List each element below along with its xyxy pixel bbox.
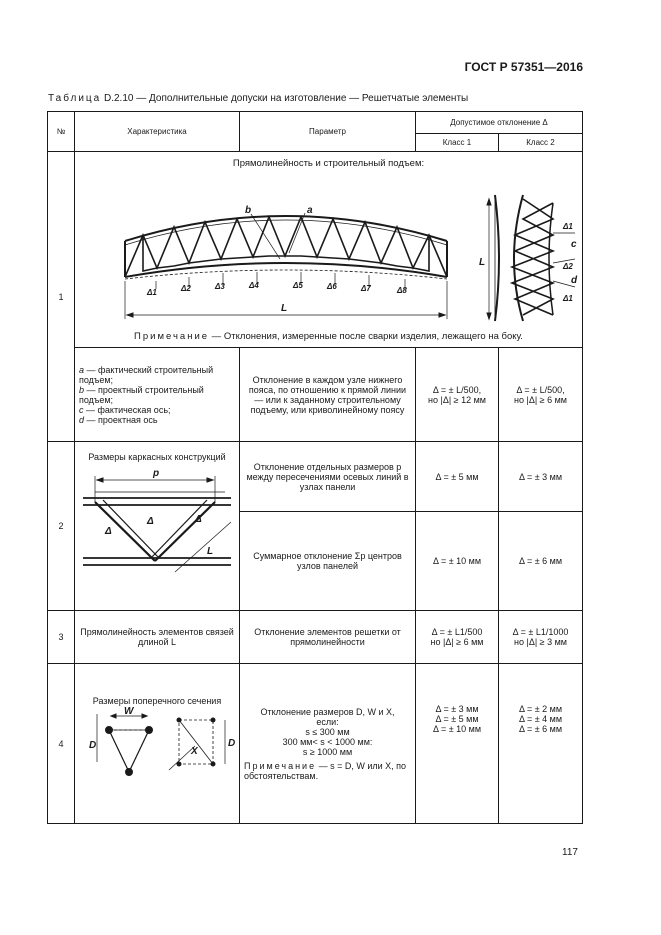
- row1-note: [75, 331, 582, 346]
- legend-item-d: d — проектная ось: [79, 414, 158, 425]
- row1-note-prefix: Примечание: [134, 331, 210, 342]
- header-num: №: [48, 112, 75, 152]
- row2-class2-a: Δ = ± 3 мм: [499, 442, 583, 512]
- page-number: 117: [562, 847, 578, 858]
- label-p: p: [153, 468, 160, 479]
- row4-class1: Δ = ± 3 мм Δ = ± 5 мм Δ = ± 10 мм: [416, 664, 499, 824]
- row2-class1-a: Δ = ± 5 мм: [416, 442, 499, 512]
- row2-num: 2: [48, 442, 75, 611]
- tolerance-table: [47, 111, 583, 824]
- row1-figure-cell: [75, 152, 583, 348]
- legend-item-c: c — фактическая ось;: [79, 404, 171, 415]
- label-side-delta3: Δ1: [563, 294, 573, 303]
- row2-characteristic: Размеры каркасных конструкций: [88, 452, 226, 462]
- legend-item-a: a — фактический строительный подъем;: [79, 364, 214, 385]
- label-L-side: L: [479, 257, 486, 268]
- row4-parameter: Отклонение размеров D, W и X, если: s ≤ 300 мм 300 мм< s < 1000 мм: s ≥ 1000 мм Примечание — s = D, W или X, по обстоятельствам.: [240, 664, 416, 824]
- row2-parameter-a: Отклонение отдельных размеров p между пересечениями осевых линий в узлах панели: [240, 442, 416, 512]
- row4-characteristic-cell: [75, 664, 240, 824]
- row2-class2-b: Δ = ± 6 мм: [499, 512, 583, 611]
- header-class1: Класс 1: [416, 134, 499, 152]
- label-D: D: [89, 740, 97, 751]
- label-a: a: [307, 205, 313, 216]
- table-caption: [48, 93, 468, 104]
- header-class2: Класс 2: [499, 134, 583, 152]
- row3-characteristic: Прямолинейность элементов связей длиной L: [75, 611, 240, 664]
- label-delta2: Δ2: [181, 284, 191, 293]
- row1-legend: [75, 348, 240, 442]
- label-delta6: Δ6: [327, 282, 337, 291]
- label-b: b: [245, 205, 252, 216]
- row2-parameter-b: Суммарное отклонение Σp центров узлов панелей: [240, 512, 416, 611]
- truss-camber-figure: [75, 169, 581, 329]
- row1-figure-title: Прямолинейность и строительный подъем:: [232, 158, 425, 169]
- row3-class2: Δ = ± L1/1000 но |Δ| ≥ 3 мм: [499, 611, 583, 664]
- row4-num: 4: [48, 664, 75, 824]
- cross-section-figure: [75, 706, 240, 794]
- header-tolerance: Допустимое отклонение Δ: [416, 112, 583, 134]
- label-delta3: Δ3: [215, 282, 225, 291]
- label-L2: L: [207, 546, 214, 557]
- caption-prefix: Таблица: [48, 93, 102, 104]
- row2-characteristic-cell: [75, 442, 240, 611]
- label-delta7: Δ7: [361, 284, 371, 293]
- row1-note-text: — Отклонения, измеренные после сварки изделия, лежащего на боку.: [209, 331, 523, 342]
- row3-parameter: Отклонение элементов решетки от прямолинейности: [240, 611, 416, 664]
- label-delta8: Δ8: [397, 286, 407, 295]
- header-characteristic: Характеристика: [75, 112, 240, 152]
- label-D2: D: [228, 738, 236, 749]
- label-delta-c: Δ: [195, 514, 202, 525]
- row4-note: Примечание — s = D, W или X, по обстоятельствам.: [244, 760, 407, 781]
- row1-parameter: Отклонение в каждом узле нижнего пояса, по отношению к прямой линии — или к заданному строительному подъему, или криволинейному поясу: [240, 348, 416, 442]
- row1-num: 1: [48, 152, 75, 442]
- row1-class2: Δ = ± L/500, но |Δ| ≥ 6 мм: [499, 348, 583, 442]
- row1-class1: Δ = ± L/500, но |Δ| ≥ 12 мм: [416, 348, 499, 442]
- label-delta1: Δ1: [147, 288, 157, 297]
- legend-item-b: b — проектный строительный подъем;: [79, 384, 204, 405]
- header-parameter: Параметр: [240, 112, 416, 152]
- frame-panel-figure: [75, 462, 240, 582]
- caption-text: D.2.10 — Дополнительные допуски на изготовление — Решетчатые элементы: [104, 93, 469, 104]
- label-W: W: [124, 706, 134, 717]
- label-delta-b: Δ: [147, 516, 154, 527]
- label-side-delta1: Δ1: [563, 222, 573, 231]
- row4-characteristic: Размеры поперечного сечения: [92, 696, 222, 706]
- row2-class1-b: Δ = ± 10 мм: [416, 512, 499, 611]
- row3-num: 3: [48, 611, 75, 664]
- label-delta4: Δ4: [249, 281, 259, 290]
- row3-class1: Δ = ± L1/500 но |Δ| ≥ 6 мм: [416, 611, 499, 664]
- row4-class2: Δ = ± 2 мм Δ = ± 4 мм Δ = ± 6 мм: [499, 664, 583, 824]
- label-X: X: [191, 746, 198, 757]
- label-L: L: [281, 303, 288, 314]
- label-d: d: [571, 275, 578, 286]
- label-delta-a: Δ: [105, 526, 112, 537]
- label-delta5: Δ5: [293, 281, 303, 290]
- standard-code: ГОСТ Р 57351—2016: [464, 60, 583, 74]
- label-c: c: [571, 239, 577, 250]
- label-side-delta2: Δ2: [563, 262, 573, 271]
